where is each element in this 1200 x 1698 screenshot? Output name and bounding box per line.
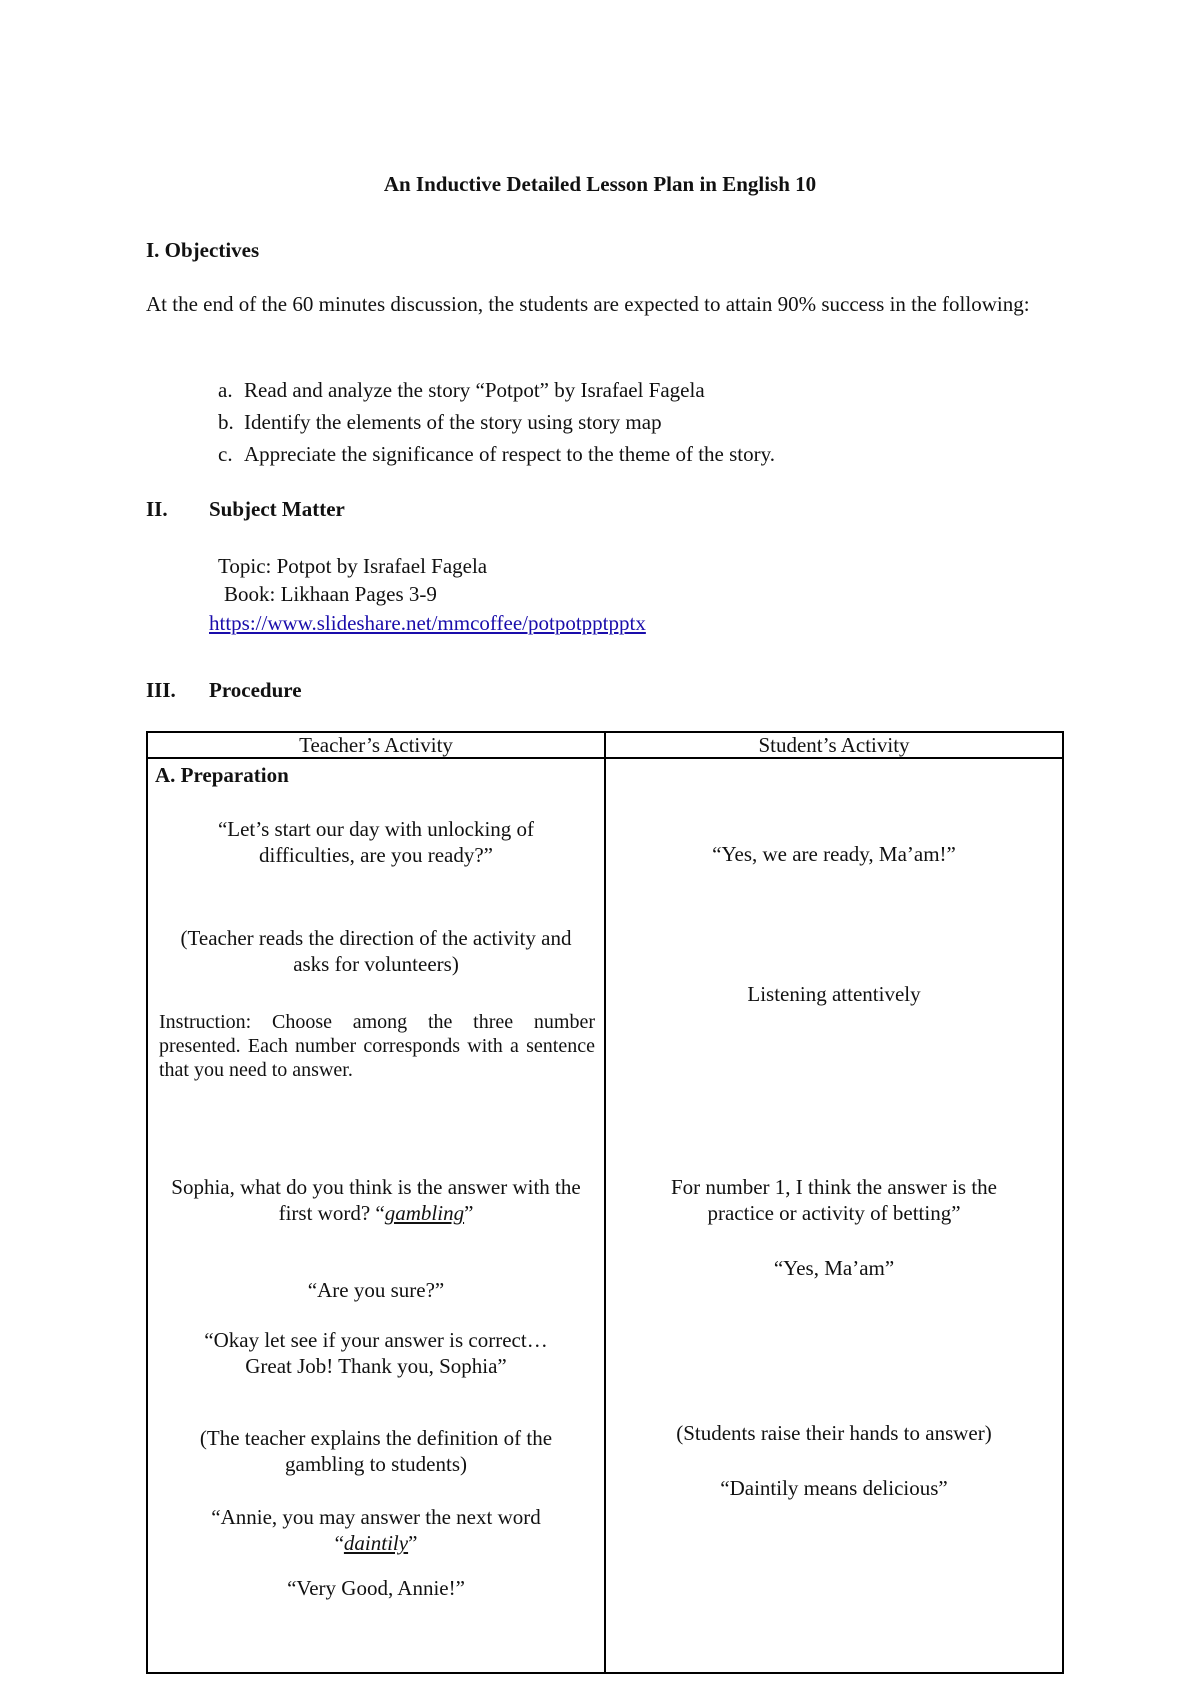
student-line: (Students raise their hands to answer) (676, 1421, 992, 1445)
vocab-word-daintily: daintily (343, 1531, 409, 1556)
teacher-line: “Let’s start our day with unlocking of difficulties, are you ready?” (217, 817, 535, 868)
objectives-heading: I. Objectives (146, 238, 260, 262)
objective-letter: b. (218, 410, 234, 434)
student-line: “Daintily means delicious” (720, 1476, 948, 1500)
subject-matter-heading (146, 496, 345, 522)
objectives-intro: At the end of the 60 minutes discussion, the students are expected to attain 90% success in the following: (146, 292, 1030, 316)
quote-close: ” (408, 1531, 418, 1556)
objective-text: Read and analyze the story “Potpot” by Israfael Fagela (244, 378, 705, 402)
procedure-table (146, 731, 1064, 1674)
teacher-line: (The teacher explains the definition of the gambling to students) (199, 1426, 553, 1477)
table-header-row (147, 732, 1063, 758)
teacher-line (178, 1504, 574, 1557)
student-line: For number 1, I think the answer is the practice or activity of betting” (670, 1175, 998, 1226)
teacher-line (152, 1174, 600, 1227)
table-row (147, 758, 1063, 1673)
student-line: “Yes, Ma’am” (773, 1256, 895, 1280)
procedure-heading (146, 677, 302, 703)
question-text: “Annie, you may answer the next word “ (211, 1505, 541, 1556)
page-title: An Inductive Detailed Lesson Plan in English 10 (383, 172, 817, 196)
student-line: Listening attentively (747, 982, 921, 1006)
slideshare-link[interactable]: https://www.slideshare.net/mmcoffee/potpotpptpptx (209, 611, 646, 635)
section-label-preparation: A. Preparation (155, 763, 289, 787)
objective-letter: c. (218, 442, 233, 466)
section-number: III. (146, 678, 176, 702)
vocab-word-gambling: gambling (384, 1201, 465, 1226)
student-activity-cell (605, 758, 1063, 1673)
question-text: Sophia, what do you think is the answer with the first word? “ (171, 1175, 581, 1226)
objective-text: Identify the elements of the story using story map (244, 410, 662, 434)
objective-text: Appreciate the significance of respect to the theme of the story. (244, 442, 776, 466)
teacher-line: “Are you sure?” (307, 1278, 445, 1302)
topic-line: Topic: Potpot by Israfael Fagela (218, 554, 488, 578)
teacher-line: “Very Good, Annie!” (287, 1576, 465, 1600)
objective-letter: a. (218, 378, 233, 402)
student-activity-header: Student’s Activity (605, 732, 1063, 758)
section-number: II. (146, 497, 168, 521)
book-line: Book: Likhaan Pages 3-9 (224, 582, 437, 606)
teacher-activity-header: Teacher’s Activity (147, 732, 605, 758)
teacher-line: “Okay let see if your answer is correct… Great Job! Thank you, Sophia” (204, 1328, 548, 1379)
objective-item (218, 409, 662, 435)
teacher-line: (Teacher reads the direction of the activity and asks for volunteers) (180, 926, 572, 977)
section-title: Procedure (209, 678, 302, 702)
objective-item (218, 377, 705, 403)
instruction-text: Instruction: Choose among the three number presented. Each number corresponds with a sentence that you need to answer. (159, 1011, 595, 1081)
objective-item (218, 441, 775, 467)
section-title: Subject Matter (209, 497, 345, 521)
student-line: “Yes, we are ready, Ma’am!” (712, 842, 956, 866)
quote-close: ” (464, 1201, 474, 1226)
teacher-activity-cell (147, 758, 605, 1673)
